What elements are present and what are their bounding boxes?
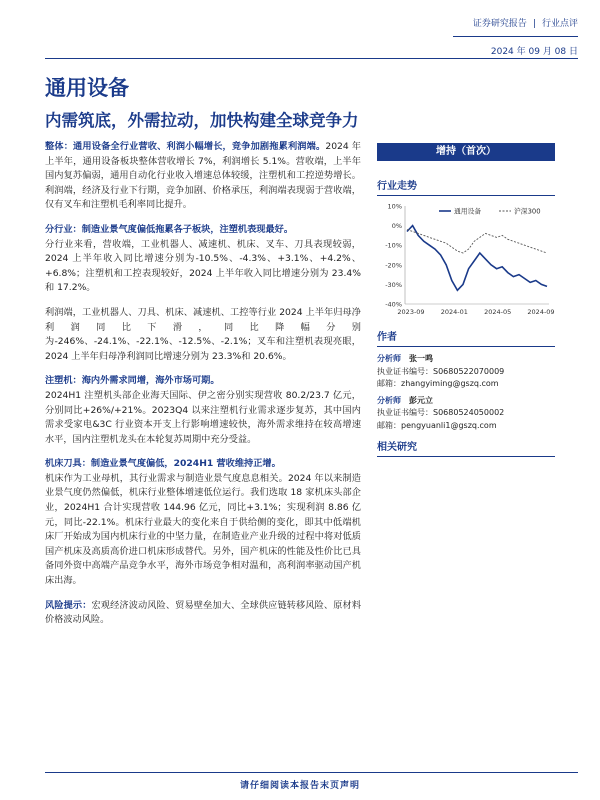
authors-title: 作者 bbox=[377, 328, 555, 347]
y-tick-label: 0% bbox=[391, 222, 402, 231]
series-line-index bbox=[407, 230, 547, 254]
y-tick-label: -10% bbox=[385, 241, 402, 250]
x-tick-label: 2024-01 bbox=[440, 308, 468, 316]
y-tick-label: -20% bbox=[385, 261, 402, 270]
para-keyword: 风险提示： bbox=[45, 599, 92, 611]
cert-number: S0680524050002 bbox=[433, 408, 505, 417]
para-overall bbox=[45, 140, 361, 213]
para-subsector bbox=[45, 223, 361, 296]
related-title: 相关研究 bbox=[377, 438, 555, 457]
para-body: 分行业来看，营收端，工业机器人、减速机、机床、叉车、刀具表现较弱，2024 上半年收入同比增速分别为-10.5%、-4.3%、+3.1%、+4.2%、+6.8%；注塑机和工控表现较好，2024 上半年收入同比增速分别为 23.4%和 17.2%。 bbox=[45, 238, 361, 294]
analyst-name: 彭元立 bbox=[409, 395, 433, 405]
analyst-1 bbox=[377, 353, 555, 391]
analyst-role: 分析师 bbox=[377, 354, 401, 363]
cert-label: 执业证书编号： bbox=[377, 366, 433, 376]
x-tick-label: 2023-09 bbox=[397, 308, 425, 316]
series-line-sector bbox=[407, 226, 547, 291]
legend-label: 通用设备 bbox=[454, 207, 482, 216]
x-tick-label: 2024-05 bbox=[484, 308, 512, 316]
cert-number: S0680522070009 bbox=[433, 366, 505, 376]
email-label: 邮箱： bbox=[377, 420, 401, 430]
sector-title: 通用设备 bbox=[45, 76, 129, 100]
footer-rule bbox=[45, 772, 578, 773]
para-keyword: 分行业：制造业景气度偏低拖累各子板块，注塑机表现最好。 bbox=[45, 223, 294, 235]
email-label: 邮箱： bbox=[377, 379, 401, 388]
report-type: 证券研究报告 bbox=[472, 19, 527, 29]
para-keyword: 机床刀具：制造业景气度偏低，2024H1 营收维持正增。 bbox=[45, 458, 281, 470]
para-body: 宏观经济波动风险、贸易壁垒加大、全球供应链转移风险、原材料价格波动风险。 bbox=[45, 599, 362, 626]
para-keyword: 注塑机：海内外需求同增，海外市场可期。 bbox=[45, 375, 220, 387]
para-machine-tool bbox=[45, 457, 361, 588]
trend-chart-svg bbox=[377, 200, 555, 320]
analyst-name: 张一鸣 bbox=[409, 354, 433, 363]
report-date: 2024 年 09 月 08 日 bbox=[490, 47, 578, 57]
rating-badge: 增持（首次） bbox=[377, 143, 555, 161]
footer-disclaimer: 请仔细阅读本报告末页声明 bbox=[239, 781, 360, 791]
cert-label: 执业证书编号： bbox=[377, 408, 433, 417]
para-injection bbox=[45, 374, 361, 447]
report-category: 行业点评 bbox=[541, 19, 578, 29]
analyst-email[interactable]: zhangyiming@gszq.com bbox=[401, 379, 499, 388]
para-body: 2024H1 注塑机头部企业海天国际、伊之密分别实现营收 80.2/23.7 亿元，分别同比+26%/+21%。2023Q4 以来注塑机行业需求逐步复苏，其中国内需求受家电&3C 行业资本开支上行影响增速较快，海外需求维持在较高增速水平，国内注塑机龙头在本轮复苏周期中充分受益。 bbox=[45, 389, 361, 445]
para-risk bbox=[45, 599, 361, 628]
para-body: 2024 年上半年，通用设备板块整体营收增长 7%，利润增长 5.1%。营收端，上半年国内复苏偏弱，通用自动化行业收入增速总体较缓，注塑机和工控逆势增长。利润端，经济及行业下行期，竞争加剧、价格承压，利润端表现弱于营收端，仅有叉车和注塑机毛利率同比提升。 bbox=[45, 141, 361, 211]
sidebar bbox=[377, 143, 555, 457]
y-tick-label: -40% bbox=[385, 300, 402, 309]
legend-label: 沪深300 bbox=[514, 207, 541, 216]
header-tags: 证券研究报告 | 行业点评 bbox=[472, 19, 578, 29]
analyst-email[interactable]: pengyuanli1@gszq.com bbox=[401, 420, 497, 430]
trend-chart bbox=[377, 200, 555, 320]
header-rule bbox=[45, 58, 578, 59]
analyst-2 bbox=[377, 395, 555, 433]
para-profit bbox=[45, 306, 361, 364]
para-body: 机床作为工业母机，其行业需求与制造业景气度息息相关。2024 年以来制造业景气度仍然偏低，机床行业整体增速低位运行。我们选取 18 家机床头部企业，2024H1 合计实现营收 144.96 亿元，同比+3.1%；实现利润 8.86 亿元，同比-22.1%。机床行业最大的变化来自于供给侧的变化，即其中低端机床厂开始成为国内机床行业的中坚力量，在制造业产业升级的过程中将对低质国产机床及高质高价进口机床形成替代。另外，国产机床的性能及性价比已具备同外资中高端产品竞争水平，海外市场竞争相对温和，高利润率驱动国产机床出海。 bbox=[45, 472, 361, 587]
summary-column bbox=[45, 140, 361, 638]
y-tick-label: 10% bbox=[387, 202, 402, 211]
header-divider bbox=[453, 36, 578, 37]
trend-title: 行业走势 bbox=[377, 177, 555, 196]
para-body: 利润端，工业机器人、刀具、机床、减速机、工控等行业 2024 上半年归母净利润同比下滑，同比降幅分别为-246%、-24.1%、-22.1%、-12.5%、-2.1%；叉车和注塑机表现亮眼，2024 上半年归母净利润同比增速分别为 23.3%和 20.6%。 bbox=[45, 306, 361, 362]
y-tick-label: -30% bbox=[385, 280, 402, 289]
analyst-role: 分析师 bbox=[377, 395, 401, 405]
para-keyword: 整体：通用设备全行业营收、利润小幅增长，竞争加剧拖累利润端。 bbox=[45, 141, 326, 152]
x-tick-label: 2024-09 bbox=[527, 308, 555, 316]
headline: 内需筑底，外需拉动，加快构建全球竞争力 bbox=[45, 111, 359, 130]
